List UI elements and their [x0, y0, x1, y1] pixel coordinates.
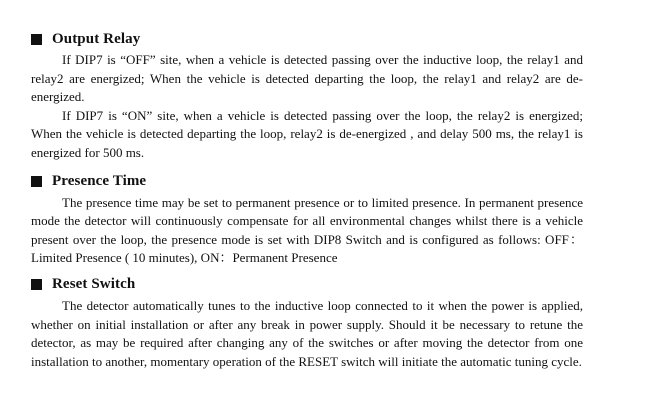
section-heading-presence-time: [31, 171, 583, 193]
paragraph-presence-time: The presence time may be set to permanent presence or to limited presence. In permanent presence mode the detector will continuously compensate for all environmental changes whilst there is a vehicle present over the loop, the presence mode is set with DIP8 Switch and is configured as follows: OFF：Limited Presence ( 10 minutes), ON：Permanent Presence: [31, 194, 583, 266]
black-square-bullet-icon: [31, 176, 42, 187]
section-heading-reset-switch: [31, 274, 583, 296]
document-page: [31, 28, 583, 371]
section-reset-switch: [31, 274, 583, 371]
paragraph-dip7-on: If DIP7 is “ON” site, when a vehicle is detected passing over the loop, the relay2 is energized; When the vehicle is detected departing the loop, relay2 is de-energized , and delay 500 ms, the relay1 is energized for 500 ms.: [31, 107, 583, 160]
black-square-bullet-icon: [31, 279, 42, 290]
paragraph-reset-switch: The detector automatically tunes to the inductive loop connected to it when the power is applied, whether on initial installation or after any break in power supply. Should it be necessary to retune the detector, as may be required after changing any of the switches or after moving the detector from one installation to another, momentary operation of the RESET switch will initiate the automatic tuning cycle.: [31, 297, 583, 369]
section-presence-time: [31, 171, 583, 268]
section-heading-output-relay: [31, 28, 583, 50]
section-output-relay: [31, 28, 583, 163]
section-title: Presence Time: [52, 173, 147, 190]
black-square-bullet-icon: [31, 34, 42, 45]
section-spacer: [31, 163, 583, 171]
section-title: Output Relay: [52, 30, 141, 47]
section-title: Reset Switch: [52, 276, 136, 293]
paragraph-dip7-off: If DIP7 is “OFF” site, when a vehicle is detected passing over the inductive loop, the relay1 and relay2 are energized; When the vehicle is detected departing the loop, the relay1 and relay2 are de-energized.: [31, 52, 583, 105]
